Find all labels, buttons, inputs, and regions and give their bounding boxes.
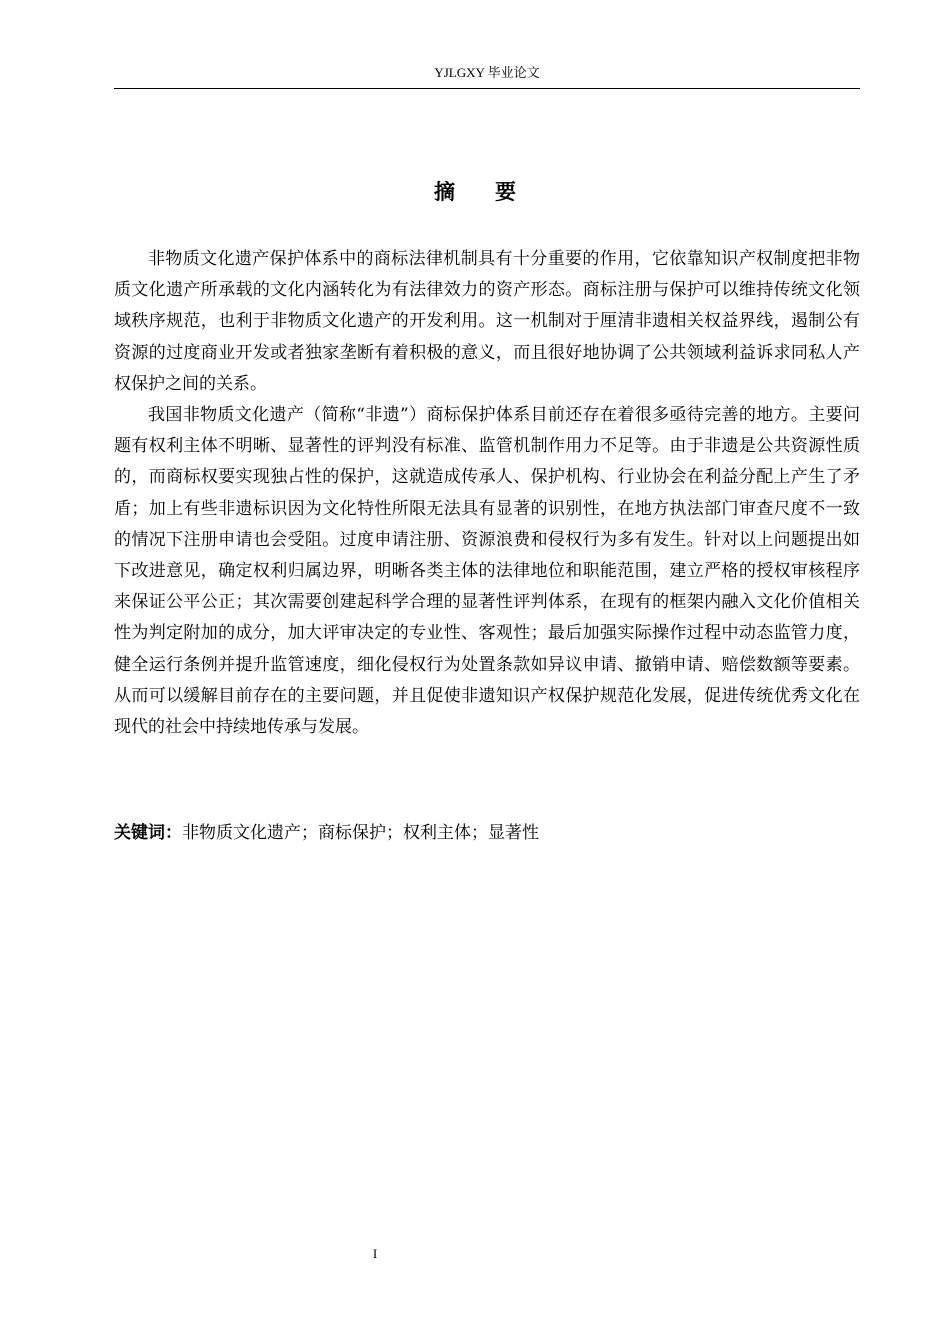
keywords-label: 关键词： <box>114 823 182 843</box>
abstract-paragraph-1: 非物质文化遗产保护体系中的商标法律机制具有十分重要的作用，它依靠知识产权制度把非物质文化遗产所承载的文化内涵转化为有法律效力的资产形态。商标注册与保护可以维持传统文化领域秩序规范，也利于非物质文化遗产的开发利用。这一机制对于厘清非遗相关权益界线，遏制公有资源的过度商业开发或者独家垄断有着积极的意义，而且很好地协调了公共领域利益诉求同私人产权保护之间的关系。 <box>114 249 860 394</box>
page-number: I <box>372 1246 378 1261</box>
abstract-title: 摘要 <box>434 180 556 204</box>
keywords-list: 非物质文化遗产；商标保护；权利主体；显著性 <box>182 823 539 843</box>
abstract-body <box>114 244 860 743</box>
abstract-paragraph-2: 我国非物质文化遗产（简称“非遗”）商标保护体系目前还存在着很多亟待完善的地方。主要问题有权利主体不明晰、显著性的评判没有标准、监管机制作用力不足等。由于非遗是公共资源性质的，而商标权要实现独占性的保护，这就造成传承人、保护机构、行业协会在利益分配上产生了矛盾；加上有些非遗标识因为文化特性所限无法具有显著的识别性，在地方执法部门审查尺度不一致的情况下注册申请也会受阻。过度申请注册、资源浪费和侵权行为多有发生。针对以上问题提出如下改进意见，确定权利归属边界，明晰各类主体的法律地位和职能范围，建立严格的授权审核程序来保证公平公正；其次需要创建起科学合理的显著性评判体系，在现有的框架内融入文化价值相关性为判定附加的成分，加大评审决定的专业性、客观性；最后加强实际操作过程中动态监管力度，健全运行条例并提升监管速度，细化侵权行为处置条款如异议申请、撤销申请、赔偿数额等要素。从而可以缓解目前存在的主要问题，并且促使非遗知识产权保护规范化发展，促进传统优秀文化在现代的社会中持续地传承与发展。 <box>114 405 860 738</box>
page-header: YJLGXY 毕业论文 <box>114 60 860 89</box>
keywords-line <box>114 818 860 849</box>
